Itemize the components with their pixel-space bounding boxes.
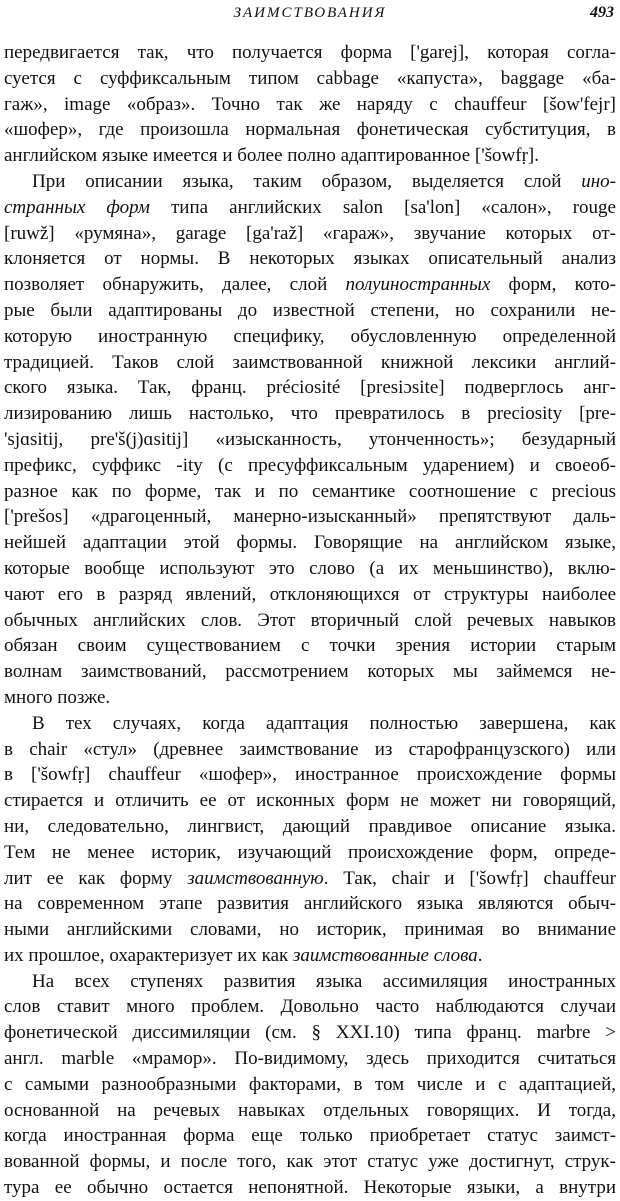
text-segment: слов ставит много проблем. Довольно часто наблюдаются случаи bbox=[4, 996, 616, 1018]
text-line bbox=[4, 608, 616, 634]
text-line bbox=[4, 711, 616, 737]
text-segment: фонетической диссимиляции (см. § XXI.10) типа франц. marbre > bbox=[4, 1022, 616, 1044]
text-line bbox=[4, 633, 616, 659]
italic-term: полуиностранных bbox=[345, 274, 491, 296]
text-line bbox=[4, 530, 616, 556]
text-line bbox=[4, 556, 616, 582]
text-line bbox=[4, 427, 616, 453]
text-line bbox=[4, 1123, 616, 1149]
italic-term: странных форм bbox=[4, 196, 150, 218]
text-segment: английском языке имеется и более полно адаптированное ['šowfṛ]. bbox=[4, 145, 539, 167]
text-segment: стирается и отличить ее от исконных форм не может ни говорящий, bbox=[4, 790, 616, 812]
text-line bbox=[4, 1046, 616, 1072]
text-segment: которую иностранную специфику, обусловленную определенной bbox=[4, 325, 616, 347]
italic-term: заимствованные слова bbox=[293, 944, 478, 966]
text-segment: позволяет обнаружить, далее, слой bbox=[4, 274, 346, 296]
text-segment: 'sjɑsitij, pre'š(j)ɑsitij] «изысканность, утонченность»; безударный bbox=[4, 428, 616, 450]
text-line bbox=[4, 40, 616, 66]
text-segment: которые вообще используют это слово (а их меньшинство), вклю- bbox=[4, 557, 616, 579]
text-segment: ского языка. Так, франц. préciosité [presiɔsite] подверглось анг- bbox=[4, 377, 616, 399]
text-segment: их прошлое, охарактеризует их как bbox=[4, 944, 294, 966]
text-line bbox=[4, 195, 616, 221]
text-segment: обычных английских слов. Этот вторичный слой речевых навыков bbox=[4, 609, 616, 631]
text-line bbox=[4, 762, 616, 788]
running-head bbox=[0, 2, 620, 24]
text-line bbox=[4, 324, 616, 350]
text-line bbox=[4, 891, 616, 917]
text-line bbox=[4, 143, 616, 169]
text-line bbox=[4, 350, 616, 376]
text-segment: разное как по форме, так и по семантике соотношение с precious bbox=[4, 480, 616, 502]
text-line bbox=[4, 246, 616, 272]
text-segment: чают его в разряд явлений, отклоняющихся от структуры наиболее bbox=[4, 583, 616, 605]
text-segment: В тех случаях, когда адаптация полностью завершена, как bbox=[32, 712, 616, 734]
text-line bbox=[4, 453, 616, 479]
text-line bbox=[4, 117, 616, 143]
text-segment: гаж», image «образ». Точно так же наряду с chauffeur [šow'fejr] bbox=[4, 93, 616, 115]
text-segment: когда иностранная форма еще только приобретает статус заимст- bbox=[4, 1125, 616, 1147]
body-text bbox=[4, 40, 616, 1201]
text-line bbox=[4, 943, 616, 969]
text-segment: префикс, суффикс -ity (с пресуффиксальным ударением) и своеоб- bbox=[4, 454, 616, 476]
text-line bbox=[4, 375, 616, 401]
text-line bbox=[4, 1098, 616, 1124]
text-segment: волнам заимствований, рассмотрением которых мы займемся не- bbox=[4, 661, 616, 683]
text-line bbox=[4, 1175, 616, 1201]
text-line bbox=[4, 582, 616, 608]
text-segment: На всех ступенях развития языка ассимиляция иностранных bbox=[32, 970, 616, 992]
text-segment: ни, следовательно, лингвист, дающий правдивое описание языка. bbox=[4, 815, 616, 837]
text-line bbox=[4, 272, 616, 298]
text-line bbox=[4, 92, 616, 118]
text-segment: обязан своим существованием с точки зрения истории старым bbox=[4, 635, 616, 657]
text-segment: При описании языка, таким образом, выделяется слой bbox=[32, 170, 582, 192]
text-segment: лит ее как форму bbox=[4, 867, 188, 889]
text-segment: передвигается так, что получается форма ['garej], которая согла- bbox=[4, 42, 616, 63]
text-segment: тура ее обычно остается непонятной. Некоторые языки, а внутри bbox=[4, 1177, 616, 1199]
text-segment: на современном этапе развития английского языка являются обыч- bbox=[4, 893, 616, 915]
text-segment: клоняется от нормы. В некоторых языках описательный анализ bbox=[4, 248, 616, 270]
text-line bbox=[4, 479, 616, 505]
text-segment: . bbox=[477, 944, 483, 966]
italic-term: заимствованную bbox=[187, 867, 324, 889]
text-line bbox=[4, 685, 616, 711]
text-segment: англ. marble «мрамор». По-видимому, здесь приходится считаться bbox=[4, 1048, 616, 1070]
text-segment: в chair «стул» (древнее заимствование из старофранцузского) или bbox=[4, 738, 616, 760]
text-line bbox=[4, 1072, 616, 1098]
page-number: 493 bbox=[590, 4, 614, 21]
text-segment: Тем не менее историк, изучающий происхождение форм, опреде- bbox=[4, 841, 616, 863]
text-line bbox=[4, 221, 616, 247]
text-line bbox=[4, 737, 616, 763]
italic-term: ино- bbox=[581, 170, 616, 192]
text-line bbox=[4, 169, 616, 195]
text-line bbox=[4, 298, 616, 324]
text-line bbox=[4, 504, 616, 530]
text-line bbox=[4, 1020, 616, 1046]
text-segment: основанной на речевых навыках отдельных говорящих. И тогда, bbox=[4, 1099, 616, 1121]
text-segment: вованной формы, и после того, как этот статус уже достигнут, струк- bbox=[4, 1151, 616, 1173]
text-segment: лизированию лишь настолько, что превратилось в preciosity [pre- bbox=[4, 403, 616, 425]
text-line bbox=[4, 814, 616, 840]
text-segment: форм, кото- bbox=[490, 274, 616, 296]
text-line bbox=[4, 866, 616, 892]
text-segment: «шофер», где произошла нормальная фонетическая субституция, в bbox=[4, 119, 616, 141]
text-segment: с самыми разнообразными факторами, в том числе и с адаптацией, bbox=[4, 1073, 616, 1095]
text-segment: традицией. Таков слой заимствованной книжной лексики англий- bbox=[4, 351, 616, 373]
text-segment: . Так, chair и ['šowfṛ] chauffeur bbox=[323, 867, 616, 889]
text-line bbox=[4, 1149, 616, 1175]
text-line bbox=[4, 917, 616, 943]
running-title: ЗАИМСТВОВАНИЯ bbox=[233, 5, 387, 21]
text-segment: [ruwž] «румяна», garage [ga'raž] «гараж», звучание которых от- bbox=[4, 222, 616, 244]
text-line bbox=[4, 66, 616, 92]
text-segment: нейшей адаптации этой формы. Говорящие на английском языке, bbox=[4, 532, 616, 554]
text-segment: ['prešos] «драгоценный, манерно-изысканный» препятствуют даль- bbox=[4, 506, 616, 528]
text-line bbox=[4, 659, 616, 685]
text-line bbox=[4, 840, 616, 866]
text-segment: ными английскими словами, но историк, принимая во внимание bbox=[4, 919, 616, 941]
text-line bbox=[4, 788, 616, 814]
text-segment: суется с суффиксальным типом cabbage «капуста», baggage «ба- bbox=[4, 67, 616, 89]
text-line bbox=[4, 994, 616, 1020]
text-segment: типа английских salon [sa'lon] «салон», rouge bbox=[149, 196, 616, 218]
text-segment: много позже. bbox=[4, 686, 111, 708]
text-segment: рые были адаптированы до известной степени, но сохранили не- bbox=[4, 299, 616, 321]
text-segment: в ['šowfṛ] chauffeur «шофер», иностранное происхождение формы bbox=[4, 764, 616, 786]
text-line bbox=[4, 401, 616, 427]
